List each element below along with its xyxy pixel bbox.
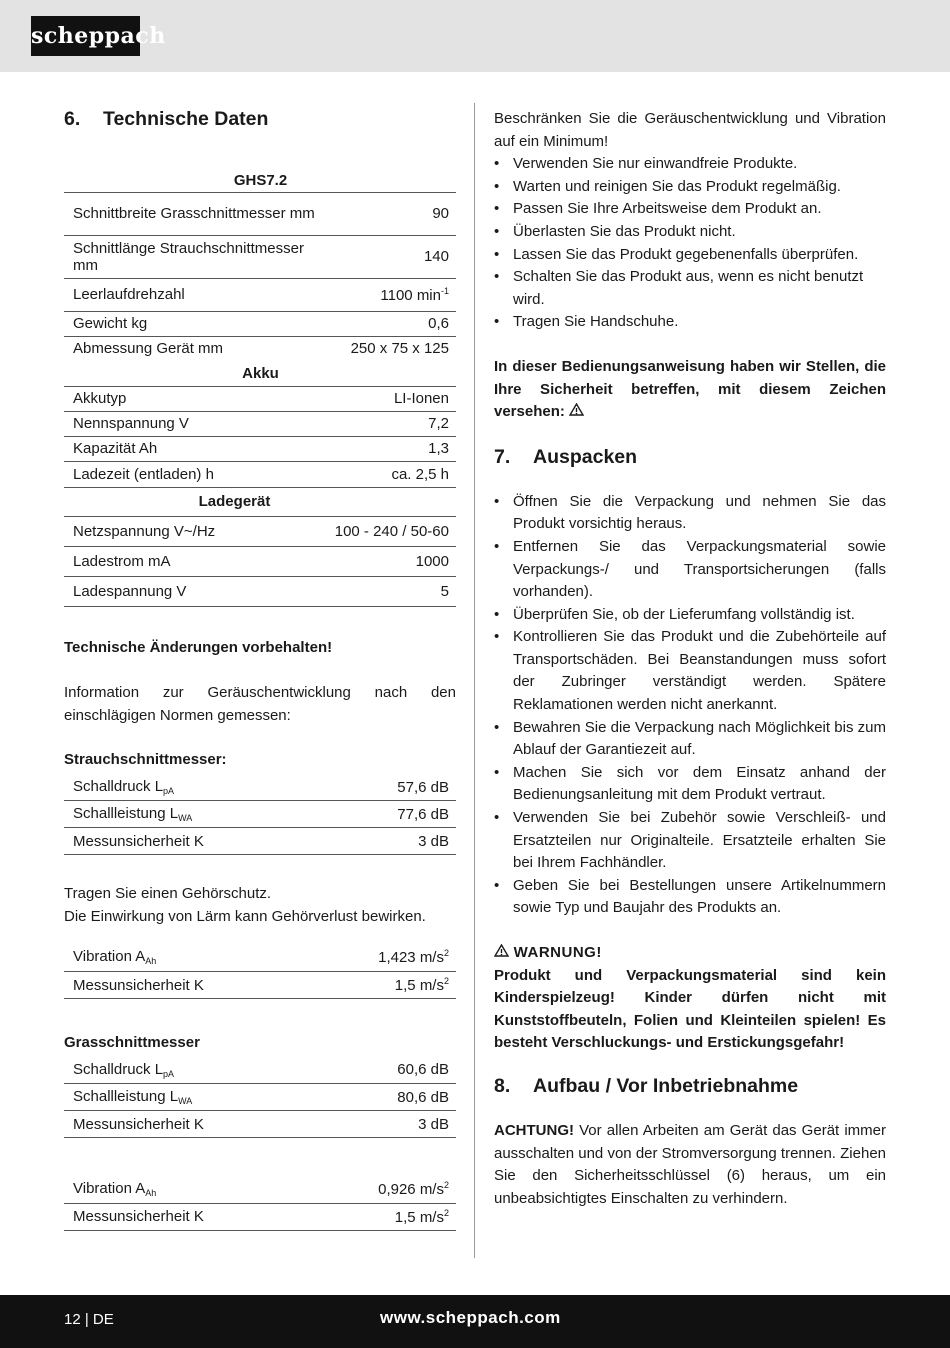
list-item: • Überlasten Sie das Produkt nicht. [494, 221, 886, 244]
strauch-noise-table [64, 774, 456, 856]
spec-row: Schnittlänge Strauchschnittmesser mm 140 [64, 235, 456, 278]
section-8-heading: 8. Aufbau / Vor Inbetriebnahme [494, 1074, 799, 1097]
spec-row: Ladezeit (entladen) h ca. 2,5 h [64, 461, 456, 487]
spec-table [64, 170, 456, 607]
list-item: • Schalten Sie das Produkt aus, wenn es nicht benutzt wird. [494, 266, 886, 311]
spec-row: Nennspannung V 7,2 [64, 411, 456, 436]
list-item: • Verwenden Sie nur einwandfreie Produkte. [494, 153, 886, 176]
charger-heading: Ladegerät [64, 487, 456, 516]
spec-row: Netzspannung V~/Hz 100 - 240 / 50-60 [64, 516, 456, 546]
attention-text: ACHTUNG! Vor allen Arbeiten am Gerät das Gerät immer ausschalten und von der Stromversorgung trennen. Ziehen Sie den Sicherheitsschlüssel (6) heraus, um ein unbeabsichtigtes Einschalten zu verhindern. [494, 1121, 886, 1207]
header-bar [0, 0, 950, 72]
section-6-heading: 6. Technische Daten [64, 108, 269, 130]
footer-bar [0, 1295, 950, 1348]
list-item: • Verwenden Sie bei Zubehör sowie Verschleiß- und Ersatzteilen nur Originalteile. Ersatzteile erhalten Sie bei Ihrem Fachhändler. [494, 807, 886, 875]
noise-row: Messunsicherheit K 3 dB [64, 1111, 456, 1138]
spec-row: Schnittbreite Grasschnittmesser mm 90 [64, 192, 456, 235]
right-column [494, 108, 886, 1210]
warning-text: Produkt und Verpackungsmaterial sind kein Kinderspielzeug! Kinder dürfen nicht mit Kunststoffbeuteln, Folien und Kleinteilen spielen! Es besteht Verschluckungs- und Erstickungsgefahr! [494, 966, 886, 1052]
strauch-vibration-table [64, 944, 456, 1000]
gras-heading: Grasschnittmesser [64, 1034, 200, 1052]
list-item: • Geben Sie bei Bestellungen unsere Artikelnummern sowie Typ und Baujahr des Produkts an. [494, 875, 886, 920]
changes-note: Technische Änderungen vorbehalten! [64, 638, 333, 656]
noise-info: Information zur Geräuschentwicklung nach den einschlägigen Normen gemessen: [64, 684, 456, 724]
vibration-row: Messunsicherheit K 1,5 $m/s^2$ [64, 972, 456, 999]
page-number: 12 | DE [64, 1311, 114, 1328]
gras-noise-table [64, 1057, 456, 1139]
spec-row: Ladespannung V 5 [64, 576, 456, 606]
list-item: • Überprüfen Sie, ob der Lieferumfang vollständig ist. [494, 604, 886, 627]
unpack-list [494, 491, 886, 920]
vibration-row: Vibration $A_{Ah}$ 0,926 $m/s^2$ [64, 1175, 456, 1203]
vibration-intro: Beschränken Sie die Geräuschentwicklung und Vibration auf ein Minimum! [494, 110, 886, 150]
model-name: GHS7.2 [64, 170, 456, 192]
spec-row: Kapazität Ah 1,3 [64, 436, 456, 461]
noise-row: Messunsicherheit K 3 dB [64, 828, 456, 855]
noise-row: Schallleistung $L_{WA}$ 80,6 dB [64, 1084, 456, 1111]
noise-row: Schalldruck $L_{pA}$ 57,6 dB [64, 774, 456, 801]
hearing-protection-note: Tragen Sie einen Gehörschutz. [64, 885, 272, 903]
warning-triangle-icon [569, 403, 584, 416]
vibration-row: Vibration $A_{Ah}$ 1,423 $m/s^2$ [64, 944, 456, 972]
warning-label: WARNUNG! [494, 942, 886, 965]
vibration-tips-list [494, 153, 886, 334]
list-item: • Entfernen Sie das Verpackungsmaterial sowie Verpackungs-/ und Transportsicherungen (falls vorhanden). [494, 536, 886, 604]
safety-note: In dieser Bedienungsanweisung haben wir Stellen, die Ihre Sicherheit betreffen, mit diesem Zeichen versehen: [494, 357, 886, 421]
warning-triangle-icon [494, 944, 509, 957]
noise-row: Schallleistung $L_{WA}$ 77,6 dB [64, 801, 456, 828]
noise-row: Schalldruck $L_{pA}$ 60,6 dB [64, 1057, 456, 1084]
hearing-loss-note: Die Einwirkung von Lärm kann Gehörverlust bewirken. [64, 907, 426, 925]
list-item: • Öffnen Sie die Verpackung und nehmen Sie das Produkt vorsichtig heraus. [494, 491, 886, 536]
scheppach-logo: scheppach [31, 16, 140, 56]
list-item: • Machen Sie sich vor dem Einsatz anhand der Bedienungsanleitung mit dem Produkt vertraut. [494, 762, 886, 807]
list-item: • Bewahren Sie die Verpackung nach Möglichkeit bis zum Ablauf der Garantiezeit auf. [494, 717, 886, 762]
spec-row: Gewicht kg 0,6 [64, 311, 456, 336]
section-7-heading: 7. Auspacken [494, 445, 638, 468]
gras-vibration-table [64, 1175, 456, 1231]
list-item: • Warten und reinigen Sie das Produkt regelmäßig. [494, 176, 886, 199]
akku-heading: Akku [64, 361, 456, 386]
spec-row: Akkutyp LI-Ionen [64, 386, 456, 411]
left-column [64, 108, 456, 1231]
website-link[interactable]: www.scheppach.com [380, 1308, 561, 1327]
list-item: • Lassen Sie das Produkt gegebenenfalls überprüfen. [494, 244, 886, 267]
list-item: • Passen Sie Ihre Arbeitsweise dem Produkt an. [494, 198, 886, 221]
spec-row: Leerlaufdrehzahl 1100 $\min^{-1}$ [64, 278, 456, 311]
column-divider [474, 103, 475, 1258]
spec-row: Abmessung Gerät mm 250 x 75 x 125 [73, 340, 449, 358]
list-item: • Kontrollieren Sie das Produkt und die Zubehörteile auf Transportschäden. Bei Beanstandungen muss sofort der Zubringer verständigt werden. Spätere Reklamationen werden nicht anerkannt. [494, 626, 886, 716]
vibration-row: Messunsicherheit K 1,5 $m/s^2$ [64, 1203, 456, 1230]
list-item: • Tragen Sie Handschuhe. [494, 311, 886, 334]
spec-row: Ladestrom mA 1000 [64, 546, 456, 576]
strauch-heading: Strauchschnittmesser: [64, 751, 227, 769]
